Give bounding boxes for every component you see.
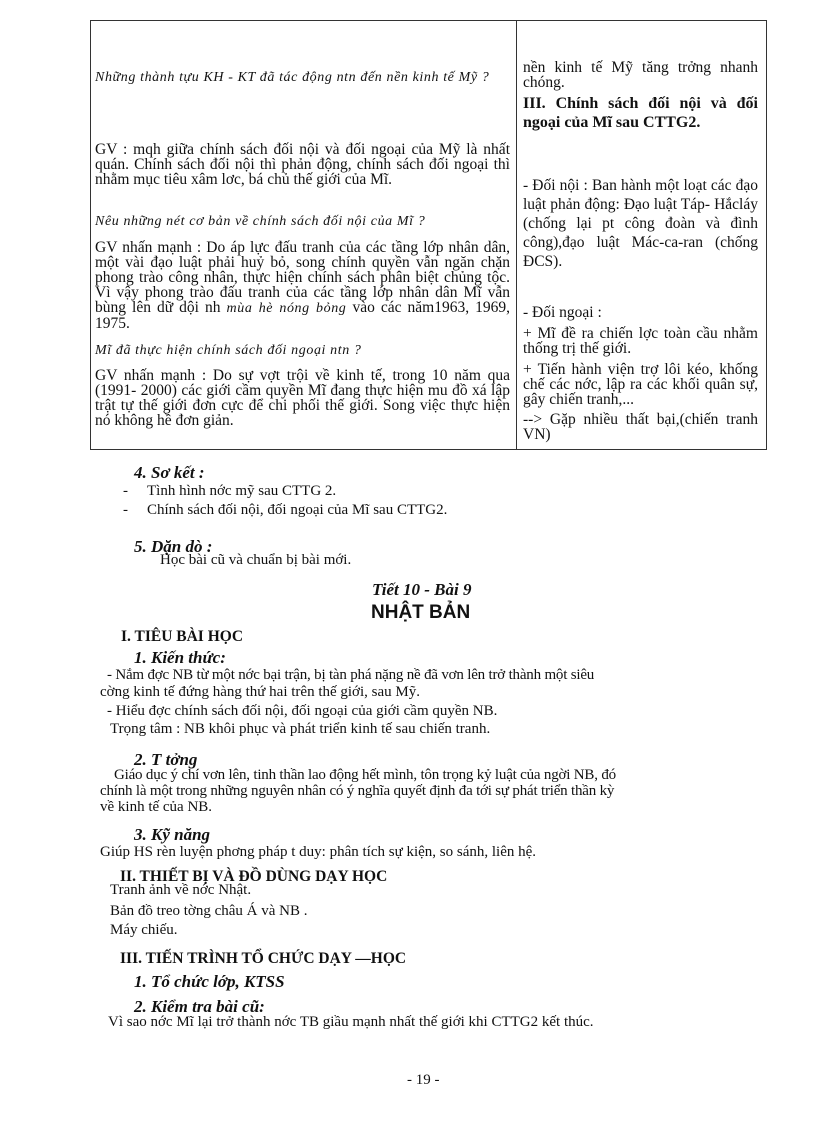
body-line: - Nắm đợc NB từ một nớc bại trận, bị tàn phá nặng nề đã vơn lên trở thành một siêu	[107, 667, 595, 683]
page-number: - 19 -	[407, 1072, 440, 1088]
bullet-dash: -	[123, 502, 128, 518]
dan-do-text: Học bài cũ và chuẩn bị bài mới.	[160, 552, 352, 568]
section-heading: III. TIẾN TRÌNH TỔ CHỨC DẠY —HỌC	[120, 950, 407, 967]
subheading: 1. Tổ chức lớp, KTSS	[134, 972, 285, 991]
section-heading: I. TIÊU BÀI HỌC	[121, 628, 244, 645]
lesson-title: NHẬT BẢN	[371, 602, 471, 623]
right-text: + Tiến hành viện trợ lôi kéo, khống chế các nớc, lập ra các khối quân sự, gây chiến tranh,...	[523, 361, 758, 408]
question-text: Nêu những nét cơ bản về chính sách đối nội của Mĩ ?	[95, 214, 426, 229]
subheading: 2. T tởng	[134, 750, 198, 769]
right-text: --> Gặp nhiều thất bại,(chiến tranh VN)	[523, 411, 758, 443]
subheading: 3. Kỹ năng	[134, 825, 211, 844]
lesson-subtitle: Tiết 10 - Bài 9	[372, 580, 472, 599]
body-line: - Hiểu đợc chính sách đối nội, đối ngoại của giới cầm quyền NB.	[107, 703, 498, 719]
note-italic: mùa hè nóng bỏng	[226, 301, 347, 316]
body-line: chính là một trong những nguyên nhân có ý nghĩa quyết định đa tới sự phát triển thần kỳ	[100, 783, 615, 799]
right-text: - Đối ngoại :	[523, 304, 602, 321]
body-line: về kinh tế của NB.	[100, 799, 213, 815]
right-text: nền kinh tế Mỹ tăng trởng nhanh chóng.	[523, 59, 758, 91]
equipment-item: Bản đồ treo tờng châu Á và NB .	[110, 903, 308, 919]
teacher-note	[95, 240, 510, 331]
so-ket-item: Tình hình nớc mỹ sau CTTG 2.	[147, 483, 337, 499]
equipment-item: Máy chiếu.	[110, 922, 178, 938]
section-heading: II. THIẾT BỊ VÀ ĐỒ DÙNG DẠY HỌC	[120, 868, 388, 885]
teacher-note: GV nhấn mạnh : Do sự vợt trội về kinh tế, trong 10 năm qua (1991- 2000) các giới cầm quyền Mĩ đang thực hiện mu đồ xá lập trật tự thế giới đơn cực để chi phối thế giới. Song việc thực hiện nó không hề đơn giản.	[95, 367, 510, 429]
teacher-note: GV : mqh giữa chính sách đối nội và đối ngoại của Mỹ là nhất quán. Chính sách đối nội thì phản động, chính sách đối ngoại thì nhằm mục tiêu xâm lơc, bá chủ thế giới của Mĩ.	[95, 141, 510, 188]
body-line: Giáo dục ý chí vơn lên, tinh thần lao động hết mình, tôn trọng kỷ luật của ngời NB, đó	[114, 767, 616, 783]
body-line: Giúp HS rèn luyện phơng pháp t duy: phân tích sự kiện, so sánh, liên hệ.	[100, 844, 537, 860]
right-text: + Mĩ đề ra chiến lợc toàn cầu nhằm thống trị thế giới.	[523, 325, 758, 357]
body-line: Vì sao nớc Mĩ lại trở thành nớc TB giầu mạnh nhất thế giới khi CTTG2 kết thúc.	[108, 1014, 594, 1030]
subheading: 2. Kiểm tra bài cũ:	[134, 997, 265, 1016]
question-text: Những thành tựu KH - KT đã tác động ntn đến nền kinh tế Mỹ ?	[95, 70, 490, 85]
right-heading: III. Chính sách đối nội và đối ngoại của Mĩ sau CTTG2.	[523, 95, 758, 131]
dan-do-heading: 5. Dặn dò :	[134, 537, 213, 556]
note-text: GV nhấn mạnh : Do áp lực đấu tranh của các tầng lớp nhân dân, một vài đạo luật phải huỷ bỏ, song chính quyền vẫn ngăn chặn phong trào công nhân, thực hiện chính sách phân biệt chủng tộc. Vì vậy phong trào đấu tranh của các tầng lớp nhân dân Mĩ vẫn bùng lên dữ dội nh	[95, 239, 510, 316]
so-ket-item: Chính sách đối nội, đối ngoại của Mĩ sau CTTG2.	[147, 502, 448, 518]
note-text: vào các năm1963, 1969, 1975.	[95, 299, 510, 332]
table-column-divider	[516, 20, 517, 450]
subheading: 1. Kiến thức:	[134, 648, 226, 667]
body-line: Trọng tâm : NB khôi phục và phát triển kinh tế sau chiến tranh.	[110, 721, 491, 737]
body-line: cờng kinh tế đứng hàng thứ hai trên thế giới, sau Mỹ.	[100, 684, 420, 700]
equipment-item: Tranh ảnh về nớc Nhật.	[110, 882, 252, 898]
question-text: Mĩ đã thực hiện chính sách đối ngoại ntn ?	[95, 343, 362, 358]
so-ket-heading: 4. Sơ kết :	[134, 463, 205, 482]
bullet-dash: -	[123, 483, 128, 499]
right-text: - Đối nội : Ban hành một loạt các đạo luật phản động: Đạo luật Táp- Hắcláy (chống lại pt công đoàn và đình công),đạo luật Mác-ca-ran (chống ĐCS).	[523, 177, 758, 270]
